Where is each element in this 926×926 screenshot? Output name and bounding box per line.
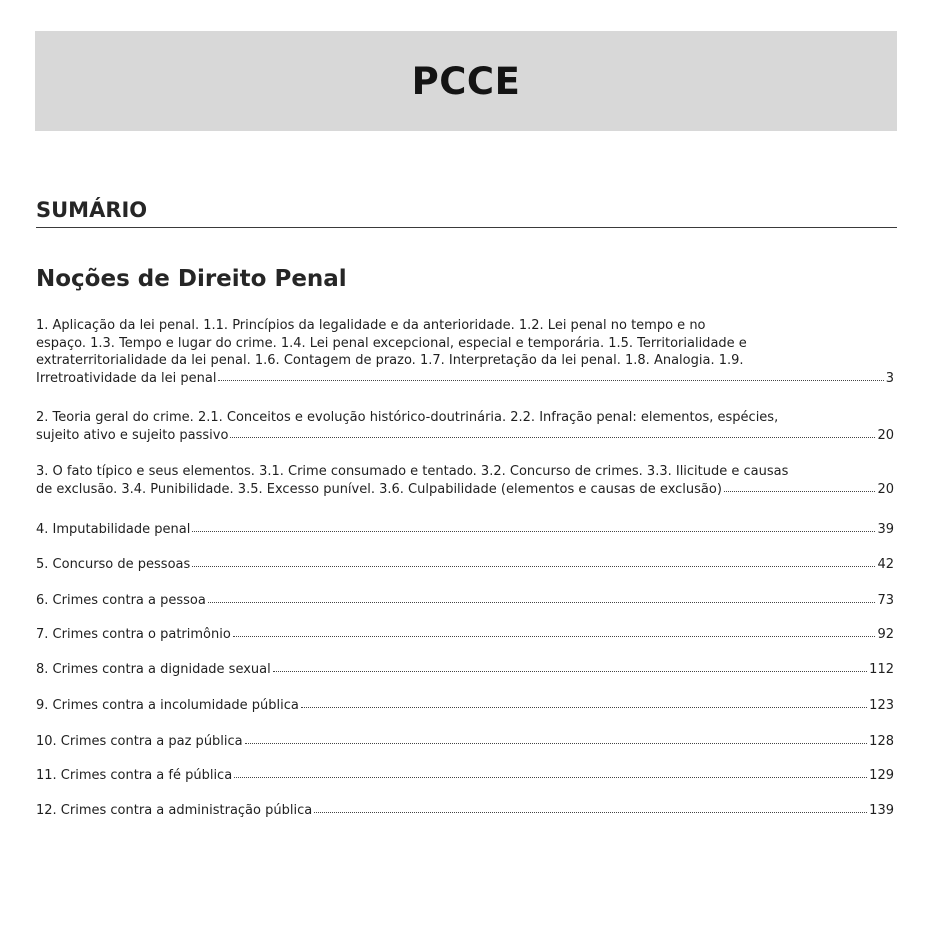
dot-leader <box>233 626 876 638</box>
toc-entry-line: 1. Aplicação da lei penal. 1.1. Princípios da legalidade e da anterioridade. 1.2. Lei penal no tempo e no <box>36 318 706 333</box>
dot-leader <box>192 556 875 568</box>
toc-entry-leader-row <box>36 661 894 679</box>
toc-page-number: 139 <box>869 803 894 818</box>
toc-entry[interactable] <box>36 556 894 574</box>
toc-entry-leader-row <box>36 802 894 820</box>
toc-entry[interactable] <box>36 409 894 444</box>
header-banner <box>35 31 897 131</box>
toc-entry-line: 8. Crimes contra a dignidade sexual <box>36 662 271 677</box>
dot-leader <box>234 767 867 779</box>
toc-page-number: 3 <box>885 370 894 386</box>
dot-leader <box>245 733 868 745</box>
toc-entry-leader-row <box>36 733 894 751</box>
toc-entry[interactable] <box>36 802 894 820</box>
toc-page-number: 42 <box>877 557 894 572</box>
document-title: PCCE <box>411 59 521 103</box>
toc-page-number: 92 <box>877 627 894 642</box>
toc-entry[interactable] <box>36 317 894 387</box>
toc-entry-line: sujeito ativo e sujeito passivo <box>36 427 229 443</box>
toc-page-number: 128 <box>869 734 894 749</box>
toc-entry[interactable] <box>36 697 894 715</box>
toc-entry-leader-row <box>36 521 894 539</box>
toc-entry[interactable] <box>36 463 894 498</box>
summary-divider <box>36 227 897 228</box>
dot-leader <box>218 370 883 382</box>
toc-entry-line: 3. O fato típico e seus elementos. 3.1. Crime consumado e tentado. 3.2. Concurso de crimes. 3.3. Ilicitude e causas <box>36 464 789 479</box>
toc-entry-line: 11. Crimes contra a fé pública <box>36 768 233 783</box>
toc-entry-line: extraterritorialidade da lei penal. 1.6. Contagem de prazo. 1.7. Interpretação da lei penal. 1.8. Analogia. 1.9. <box>36 353 744 368</box>
toc-page-number: 73 <box>877 593 894 608</box>
toc-entry-line: de exclusão. 3.4. Punibilidade. 3.5. Excesso punível. 3.6. Culpabilidade (elementos e causas de exclusão) <box>36 481 722 497</box>
summary-title: SUMÁRIO <box>36 198 148 222</box>
toc-entry-leader-row <box>36 481 894 499</box>
toc-entry[interactable] <box>36 661 894 679</box>
toc-entry-line: 6. Crimes contra a pessoa <box>36 593 206 608</box>
toc-entry-leader-row <box>36 697 894 715</box>
toc-entry-leader-row <box>36 592 894 610</box>
toc-entry-leader-row <box>36 370 894 388</box>
dot-leader <box>208 592 876 604</box>
dot-leader <box>230 427 875 439</box>
toc-entry-line: 5. Concurso de pessoas <box>36 557 191 572</box>
toc-entry-line: Irretroatividade da lei penal <box>36 370 217 386</box>
toc-page-number: 20 <box>877 481 894 497</box>
toc-entry-line: 9. Crimes contra a incolumidade pública <box>36 698 299 713</box>
toc-entry[interactable] <box>36 521 894 539</box>
section-title: Noções de Direito Penal <box>36 266 347 292</box>
toc-entry-line: 7. Crimes contra o patrimônio <box>36 627 231 642</box>
toc-entry-leader-row <box>36 556 894 574</box>
toc-page-number: 20 <box>877 427 894 443</box>
toc-entry-line: 12. Crimes contra a administração pública <box>36 803 313 818</box>
dot-leader <box>192 521 875 533</box>
toc-entry[interactable] <box>36 733 894 751</box>
toc-entry-line: 10. Crimes contra a paz pública <box>36 734 243 749</box>
toc-entry[interactable] <box>36 767 894 785</box>
toc-entry[interactable] <box>36 592 894 610</box>
dot-leader <box>314 802 867 814</box>
toc-entry-line: 2. Teoria geral do crime. 2.1. Conceitos e evolução histórico-doutrinária. 2.2. Infração penal: elementos, espécies, <box>36 410 779 425</box>
dot-leader <box>301 697 867 709</box>
dot-leader <box>724 481 876 493</box>
toc-entry-leader-row <box>36 427 894 445</box>
toc-page-number: 123 <box>869 698 894 713</box>
toc-page-number: 129 <box>869 768 894 783</box>
dot-leader <box>273 661 867 673</box>
toc-page-number: 112 <box>869 662 894 677</box>
toc-entry-leader-row <box>36 767 894 785</box>
toc-entry-line: 4. Imputabilidade penal <box>36 522 191 537</box>
toc-page-number: 39 <box>877 522 894 537</box>
toc-entry[interactable] <box>36 626 894 644</box>
toc-entry-leader-row <box>36 626 894 644</box>
toc-entry-line: espaço. 1.3. Tempo e lugar do crime. 1.4. Lei penal excepcional, especial e temporária. 1.5. Territorialidade e <box>36 335 747 351</box>
